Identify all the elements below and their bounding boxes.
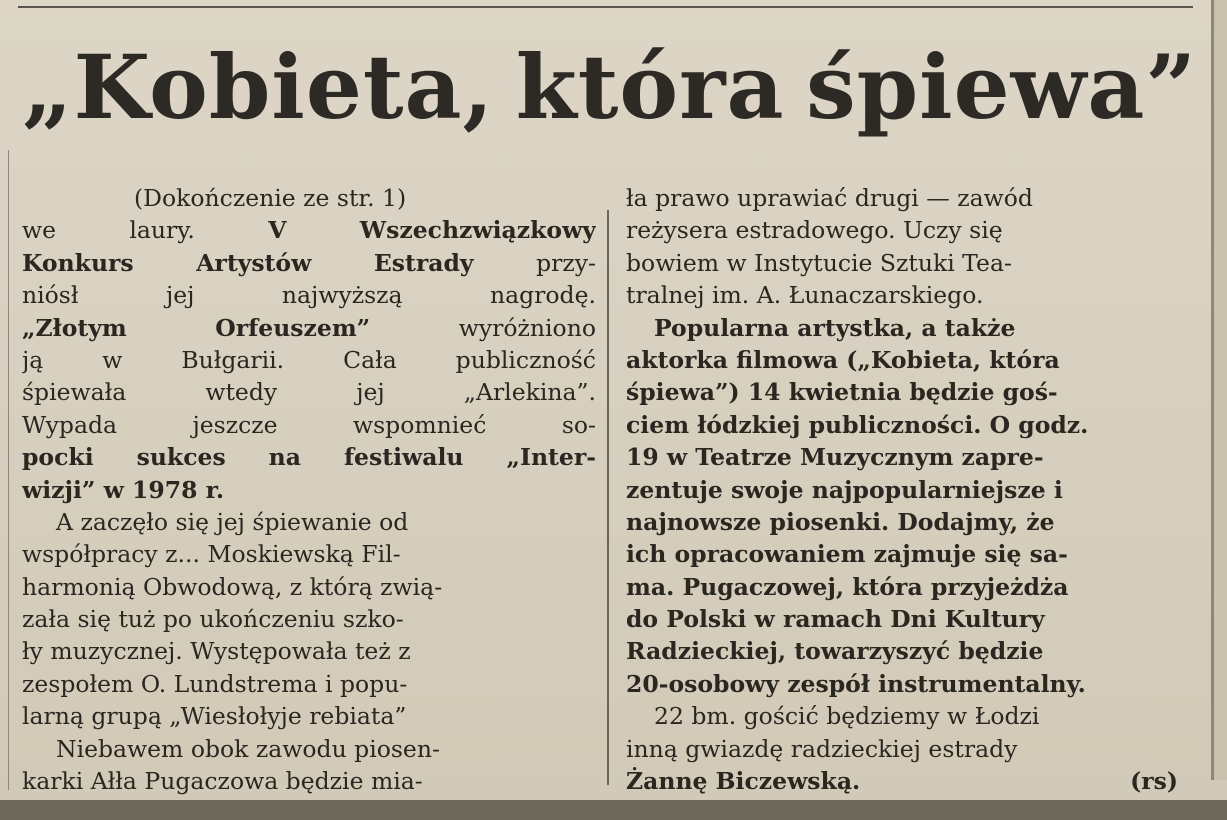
left-edge-rule <box>8 150 9 790</box>
text-line: A zaczęło się jej śpiewanie od <box>56 507 409 536</box>
bottom-edge <box>0 800 1227 820</box>
word: pocki <box>22 443 94 472</box>
column-divider <box>607 210 609 785</box>
top-rule <box>18 6 1193 8</box>
headline-word: „Kobieta, <box>22 35 495 139</box>
word: so- <box>561 410 596 439</box>
closing-line <box>626 765 1192 797</box>
word: „Inter- <box>506 443 596 472</box>
text-line: współpracy z... Moskiewską Fil- <box>22 540 401 569</box>
word: we <box>22 216 57 245</box>
word: niósł <box>22 281 79 310</box>
word: nagrodę. <box>489 281 596 310</box>
word: na <box>268 443 301 472</box>
text-line <box>22 441 596 473</box>
article-column-left <box>22 182 596 797</box>
word: wyróżniono <box>458 313 596 342</box>
closing-name: Żannę Biczewską. <box>626 767 861 796</box>
word: publiczność <box>455 345 596 374</box>
word: Konkurs <box>22 248 134 277</box>
word: wtedy <box>205 378 278 407</box>
text-line: zespołem O. Lundstrema i popu- <box>22 669 408 698</box>
word: Orfeuszem” <box>215 313 371 342</box>
article-column-right <box>626 182 1192 797</box>
word: Cała <box>343 345 397 374</box>
text-line: zała się tuż po ukończeniu szko- <box>22 605 404 634</box>
word: wspomnieć <box>353 410 487 439</box>
text-line: śpiewa”) 14 kwietnia będzie goś- <box>626 378 1058 407</box>
text-line: do Polski w ramach Dni Kultury <box>626 605 1045 634</box>
text-line <box>22 279 596 311</box>
text-line: bowiem w Instytucie Sztuki Tea- <box>626 248 1012 277</box>
text-line <box>22 312 596 344</box>
word: jej <box>165 281 195 310</box>
word: „Arlekina”. <box>463 378 596 407</box>
word: laury. <box>129 216 195 245</box>
text-line: inną gwiazdę radzieckiej estrady <box>626 734 1018 763</box>
word: „Złotym <box>22 313 127 342</box>
adjacent-column-edge <box>1214 0 1227 780</box>
word: Wypada <box>22 410 118 439</box>
text-line: larną grupą „Wiesłołyje rebiata” <box>22 702 407 731</box>
text-line: Radzieckiej, towarzyszyć będzie <box>626 637 1044 666</box>
text-line: ciem łódzkiej publiczności. O godz. <box>626 410 1089 439</box>
text-line: zentuje swoje najpopularniejsze i <box>626 475 1063 504</box>
word: Artystów <box>196 248 312 277</box>
text-line <box>22 214 596 246</box>
headline-word: która <box>515 35 785 139</box>
headline-word: śpiewa” <box>806 35 1197 139</box>
text-line <box>22 344 596 376</box>
word: jeszcze <box>192 410 278 439</box>
word: Wszechzwiązkowy <box>359 216 596 245</box>
word: śpiewała <box>22 378 127 407</box>
text-line: karki Ałła Pugaczowa będzie mia- <box>22 767 423 796</box>
text-line <box>22 376 596 408</box>
text-line: 22 bm. gościć będziemy w Łodzi <box>654 702 1040 731</box>
text-line: 19 w Teatrze Muzycznym zapre- <box>626 443 1044 472</box>
word: Bułgarii. <box>181 345 285 374</box>
continuation-note: (Dokończenie ze str. 1) <box>134 184 407 212</box>
text-line: ła prawo uprawiać drugi — zawód <box>626 184 1033 212</box>
text-line: ich opracowaniem zajmuje się sa- <box>626 540 1068 569</box>
text-line <box>22 247 596 279</box>
text-line: Niebawem obok zawodu piosen- <box>56 734 440 763</box>
word: przy- <box>536 248 596 277</box>
word: V <box>268 216 287 245</box>
text-line: Popularna artystka, a także <box>654 313 1016 342</box>
word: sukces <box>136 443 226 472</box>
text-line: harmonią Obwodową, z którą zwią- <box>22 572 443 601</box>
text-line <box>22 409 596 441</box>
text-line: ma. Pugaczowej, która przyjeżdża <box>626 572 1069 601</box>
word: ją <box>22 345 44 374</box>
text-line: tralnej im. A. Łunaczarskiego. <box>626 281 984 310</box>
word: Estrady <box>373 248 474 277</box>
text-line: wizji” w 1978 r. <box>22 475 225 504</box>
text-line: reżysera estradowego. Uczy się <box>626 216 1003 245</box>
word: jej <box>356 378 385 407</box>
text-line: najnowsze piosenki. Dodajmy, że <box>626 507 1055 536</box>
word: w <box>102 345 123 374</box>
text-line: 20-osobowy zespół instrumentalny. <box>626 669 1086 698</box>
headline <box>22 22 1197 152</box>
word: festiwalu <box>343 443 464 472</box>
text-line: aktorka filmowa („Kobieta, która <box>626 345 1060 374</box>
text-line: ły muzycznej. Występowała też z <box>22 637 411 666</box>
word: najwyższą <box>281 281 403 310</box>
author-signature: (rs) <box>1130 767 1178 796</box>
